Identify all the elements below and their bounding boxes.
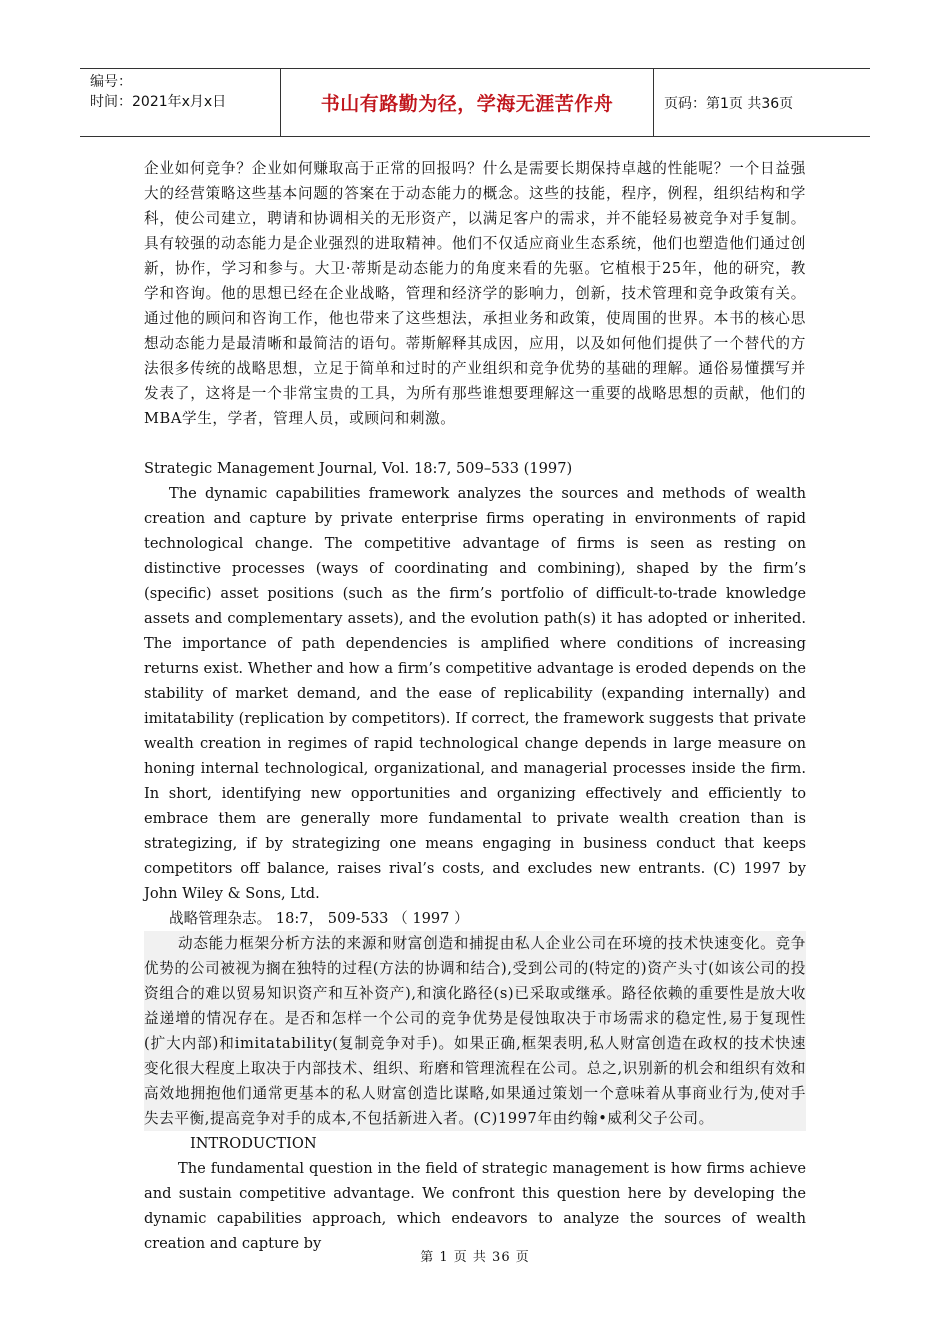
- intro-paragraph-cn: 企业如何竞争？企业如何赚取高于正常的回报吗？什么是需要长期保持卓越的性能呢？一个日益强大的经营策略这些基本问题的答案在于动态能力的概念。这些的技能，程序，例程，组织结构和学科，使公司建立，聘请和协调相关的无形资产，以满足客户的需求，并不能轻易被竞争对手复制。具有较强的动态能力是企业强烈的进取精神。他们不仅适应商业生态系统，他们也塑造他们通过创新，协作，学习和参与。大卫·蒂斯是动态能力的角度来看的先驱。它植根于25年，他的研究，教学和咨询。他的思想已经在企业战略，管理和经济学的影响力，创新，技术管理和竞争政策有关。通过他的顾问和咨询工作，他也带来了这些想法，承担业务和政策，使周围的世界。本书的核心思想动态能力是最清晰和最简洁的语句。蒂斯解释其成因，应用，以及如何他们提供了一个替代的方法很多传统的战略思想，立足于简单和过时的产业组织和竞争优势的基础的理解。通俗易懂撰写并发表了，这将是一个非常宝贵的工具，为所有那些谁想要理解这一重要的战略思想的贡献，他们的MBA学生，学者，管理人员，或顾问和刺激。: [144, 160, 806, 427]
- header-meta-cell: [80, 69, 281, 136]
- number-label: 编号：: [90, 74, 132, 90]
- introduction-paragraph-en: The fundamental question in the field of strategic management is how firms achieve and sustain competitive advantage. We confront this question here by developing the dynamic capabilities approach, which endeavors to analyze the sources of wealth creation and capture by: [144, 1160, 806, 1252]
- page-header: [80, 68, 870, 137]
- section-title: INTRODUCTION: [190, 1135, 317, 1152]
- page-footer: 第 1 页 共 36 页: [420, 1250, 530, 1265]
- header-page-label: 页码：第1页 共36页: [664, 95, 794, 112]
- abstract-paragraph-en: The dynamic capabilities framework analyzes the sources and methods of wealth creation and capture by private enterprise firms operating in environments of rapid technological change. The competitive advantage of firms is seen as resting on distinctive processes (ways of coordinating and combining), shaped by the firm’s (specific) asset positions (such as the firm’s portfolio of difficult-to-trade knowledge assets and complementary assets), and the evolution path(s) it has adopted or inherited. The importance of path dependencies is amplified where conditions of increasing returns exist. Whether and how a firm’s competitive advantage is eroded depends on the stability of market demand, and the ease of replicability (expanding internally) and imitatability (replication by competitors). If correct, the framework suggests that private wealth creation in regimes of rapid technological change depends in large measure on honing internal technological, organizational, and managerial processes inside the firm. In short, identifying new opportunities and organizing effectively and efficiently to embrace them are generally more fundamental to private wealth creation than is strategizing, if by strategizing one means engaging in business conduct that keeps competitors off balance, raises rival’s costs, and excludes new entrants. (C) 1997 by John Wiley & Sons, Ltd.: [144, 485, 806, 902]
- time-label: 时间：2021年x月x日: [90, 94, 227, 110]
- document-body: [144, 156, 806, 1256]
- header-motto: 书山有路勤为径，学海无涯苦作舟: [281, 69, 654, 136]
- journal-reference-cn: 战略管理杂志。 18:7， 509-533 （ 1997 ）: [169, 910, 469, 927]
- abstract-paragraph-cn: 动态能力框架分析方法的来源和财富创造和捕捉由私人企业公司在环境的技术快速变化。竞争优势的公司被视为搁在独特的过程(方法的协调和结合),受到公司的(特定的)资产头寸(如该公司的投资组合的难以贸易知识资产和互补资产),和演化路径(s)已采取或继承。路径依赖的重要性是放大收益递增的情况存在。是否和怎样一个公司的竞争优势是侵蚀取决于市场需求的稳定性,易于复现性(扩大内部)和imitatability(复制竞争对手)。如果正确,框架表明,私人财富创造在政权的技术快速变化很大程度上取决于内部技术、组织、珩磨和管理流程在公司。总之,识别新的机会和组织有效和高效地拥抱他们通常更基本的私人财富创造比谋略,如果通过策划一个意味着从事商业行为,使对手失去平衡,提高竞争对手的成本,不包括新进入者。(C)1997年由约翰•威利父子公司。: [144, 931, 806, 1131]
- journal-reference: Strategic Management Journal, Vol. 18:7, 509–533 (1997): [144, 460, 573, 477]
